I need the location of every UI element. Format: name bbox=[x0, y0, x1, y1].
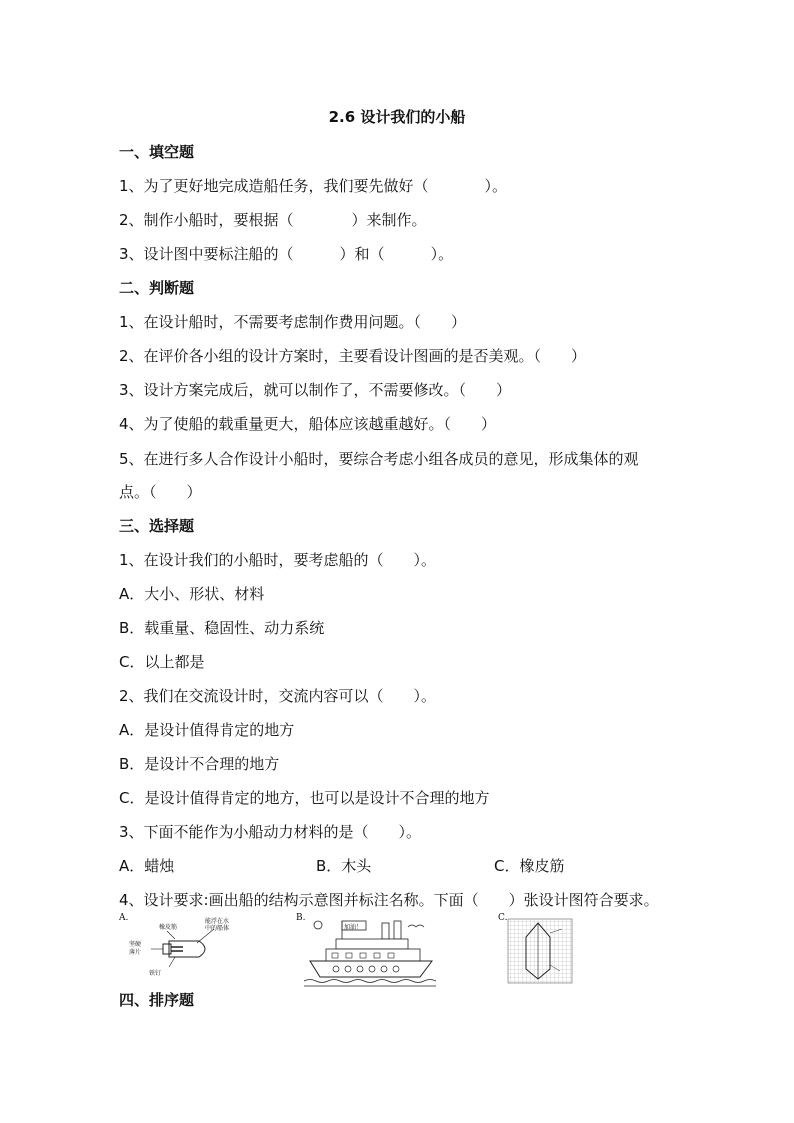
fill-q3-end: ）。 bbox=[430, 245, 454, 263]
fill-question-2 bbox=[119, 210, 427, 230]
judge-question-5-continued[interactable]: 点。（ ） bbox=[119, 483, 202, 501]
choice-q3-option-b[interactable]: B．木头 bbox=[316, 857, 372, 875]
judge-question-3[interactable]: 3、设计方案完成后，就可以制作了，不需要修改。（ ） bbox=[119, 381, 512, 399]
figure-a-blade-label-2: 薄片 bbox=[129, 949, 142, 956]
page-title: 2.6 设计我们的小船 bbox=[328, 108, 466, 126]
fill-q1-end: ）。 bbox=[484, 177, 508, 195]
figure-c-label: C. bbox=[498, 913, 508, 923]
choice-q1-option-a[interactable]: A．大小、形状、材料 bbox=[119, 585, 265, 603]
choice-q2-option-b[interactable]: B．是设计不合理的地方 bbox=[119, 755, 280, 773]
choice-question-2: 2、我们在交流设计时，交流内容可以（ ）。 bbox=[119, 687, 437, 705]
fill-q2-end: ）来制作。 bbox=[351, 211, 427, 229]
judge-question-2[interactable]: 2、在评价各小组的设计方案时，主要看设计图画的是否美观。（ ） bbox=[119, 347, 587, 365]
section-judge-heading: 二、判断题 bbox=[119, 279, 195, 297]
choice-q1-option-b[interactable]: B．载重量、稳固性、动力系统 bbox=[119, 619, 325, 637]
figure-b-label: B. bbox=[296, 913, 306, 923]
section-fill-heading: 一、填空题 bbox=[119, 143, 195, 161]
choice-q3-option-c[interactable]: C．橡皮筋 bbox=[494, 857, 565, 875]
figure-c-drawing bbox=[498, 913, 588, 985]
fill-question-1 bbox=[119, 176, 507, 196]
section-choice-heading: 三、选择题 bbox=[119, 517, 195, 535]
choice-q2-option-a[interactable]: A．是设计值得肯定的地方 bbox=[119, 721, 295, 739]
figure-a-boat-diagram[interactable] bbox=[119, 913, 269, 983]
fill-q3-text: 3、设计图中要标注船的（ bbox=[119, 245, 294, 263]
figure-a-float-label-2: 中的船体 bbox=[205, 925, 230, 932]
choice-q1-option-c[interactable]: C．以上都是 bbox=[119, 653, 205, 671]
judge-question-5[interactable]: 5、在进行多人合作设计小船时，要综合考虑小组各成员的意见，形成集体的观 bbox=[119, 450, 639, 468]
choice-question-3: 3、下面不能作为小船动力材料的是（ ）。 bbox=[119, 823, 422, 841]
figure-b-flag-text: 加油！ bbox=[344, 924, 363, 931]
choice-q2-option-c[interactable]: C．是设计值得肯定的地方，也可以是设计不合理的地方 bbox=[119, 789, 490, 807]
choice-question-4: 4、设计要求:画出船的结构示意图并标注名称。下面（ ）张设计图符合要求。 bbox=[119, 891, 659, 909]
judge-question-1[interactable]: 1、在设计船时，不需要考虑制作费用问题。（ ） bbox=[119, 313, 467, 331]
fill-q3-mid: ）和（ bbox=[339, 245, 385, 263]
figure-a-nail-label: 铁钉 bbox=[149, 970, 162, 977]
fill-question-3 bbox=[119, 244, 453, 264]
figure-a-label: A. bbox=[119, 913, 129, 923]
fill-q1-text: 1、为了更好地完成造船任务，我们要先做好（ bbox=[119, 177, 429, 195]
choice-q3-option-a[interactable]: A．蜡烛 bbox=[119, 857, 175, 875]
figure-b-cruise-ship-picture[interactable] bbox=[296, 913, 446, 988]
figure-a-drawing bbox=[119, 913, 269, 983]
choice-question-1: 1、在设计我们的小船时，要考虑船的（ ）。 bbox=[119, 551, 437, 569]
figure-a-rubber-band-label: 橡皮筋 bbox=[159, 924, 178, 931]
section-order-heading: 四、排序题 bbox=[119, 991, 195, 1009]
figure-c-grid-design[interactable] bbox=[498, 913, 588, 985]
figure-b-drawing bbox=[296, 913, 446, 988]
judge-question-4[interactable]: 4、为了使船的载重量更大，船体应该越重越好。（ ） bbox=[119, 415, 497, 433]
figure-a-blade-label-1: 坚硬 bbox=[129, 941, 142, 948]
fill-q2-text: 2、制作小船时，要根据（ bbox=[119, 211, 294, 229]
figure-a-float-label-1: 能浮在水 bbox=[205, 918, 230, 925]
